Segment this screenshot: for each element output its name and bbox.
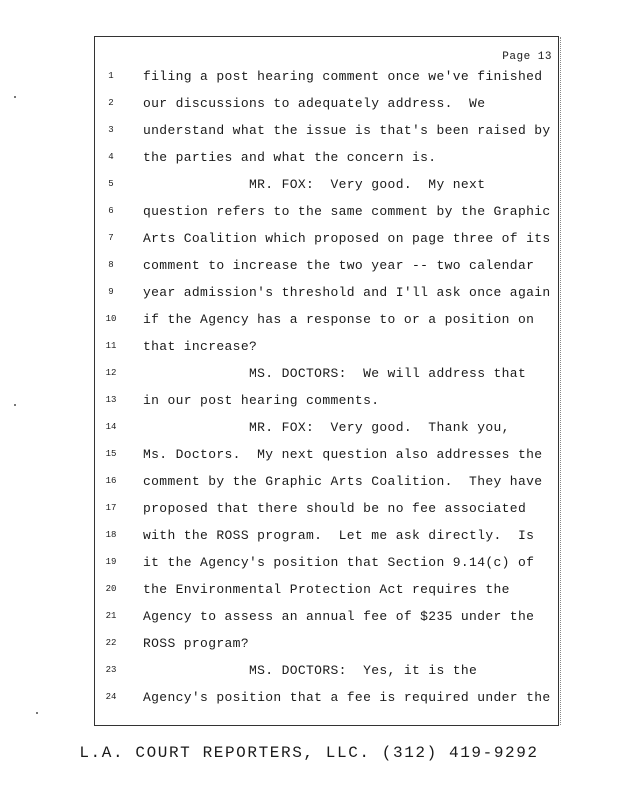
transcript-line <box>95 69 560 89</box>
line-number: 22 <box>105 638 117 648</box>
line-text: if the Agency has a response to or a position on <box>143 312 535 327</box>
line-number: 16 <box>105 476 117 486</box>
line-number: 12 <box>105 368 117 378</box>
line-number: 6 <box>108 206 114 216</box>
transcript-line <box>95 204 560 224</box>
transcript-line <box>95 636 560 656</box>
line-text: Agency to assess an annual fee of $235 under the <box>143 609 535 624</box>
line-text: MS. DOCTORS: We will address that <box>143 366 527 381</box>
scan-speck <box>36 712 38 714</box>
transcript-line <box>95 312 560 332</box>
line-number: 3 <box>108 125 114 135</box>
line-text: comment to increase the two year -- two calendar <box>143 258 535 273</box>
line-number: 19 <box>105 557 117 567</box>
transcript-line <box>95 231 560 251</box>
transcript-line <box>95 663 560 683</box>
line-text: MR. FOX: Very good. My next <box>143 177 486 192</box>
transcript-line <box>95 420 560 440</box>
transcript-line <box>95 609 560 629</box>
line-number: 1 <box>108 71 114 81</box>
transcript-page <box>94 36 559 726</box>
line-text: our discussions to adequately address. We <box>143 96 486 111</box>
line-text: Arts Coalition which proposed on page three of its <box>143 231 551 246</box>
page-number: Page 13 <box>502 51 552 63</box>
transcript-line <box>95 96 560 116</box>
line-number: 13 <box>105 395 117 405</box>
transcript-line <box>95 339 560 359</box>
line-number: 23 <box>105 665 117 675</box>
line-text: MR. FOX: Very good. Thank you, <box>143 420 510 435</box>
line-number: 11 <box>105 341 117 351</box>
line-text: that increase? <box>143 339 258 354</box>
transcript-line <box>95 366 560 386</box>
line-number: 18 <box>105 530 117 540</box>
transcript-line <box>95 582 560 602</box>
line-text: ROSS program? <box>143 636 249 651</box>
line-text: in our post hearing comments. <box>143 393 380 408</box>
line-text: proposed that there should be no fee associated <box>143 501 527 516</box>
line-number: 2 <box>108 98 114 108</box>
reporter-footer: L.A. COURT REPORTERS, LLC. (312) 419-9292 <box>79 744 539 762</box>
line-text: understand what the issue is that's been raised by <box>143 123 551 138</box>
transcript-line <box>95 393 560 413</box>
transcript-line <box>95 501 560 521</box>
line-number: 20 <box>105 584 117 594</box>
line-number: 14 <box>105 422 117 432</box>
line-number: 8 <box>108 260 114 270</box>
scan-speck <box>14 96 16 98</box>
line-text: with the ROSS program. Let me ask directly. Is <box>143 528 535 543</box>
transcript-line <box>95 258 560 278</box>
line-text: the Environmental Protection Act requires the <box>143 582 510 597</box>
transcript-line <box>95 177 560 197</box>
line-number: 4 <box>108 152 114 162</box>
transcript-line <box>95 123 560 143</box>
line-text: year admission's threshold and I'll ask once again <box>143 285 551 300</box>
line-text: Ms. Doctors. My next question also addresses the <box>143 447 543 462</box>
line-text: question refers to the same comment by the Graphic <box>143 204 551 219</box>
line-text: filing a post hearing comment once we've finished <box>143 69 543 84</box>
transcript-line <box>95 447 560 467</box>
line-text: the parties and what the concern is. <box>143 150 437 165</box>
transcript-line <box>95 150 560 170</box>
line-number: 10 <box>105 314 117 324</box>
transcript-line <box>95 474 560 494</box>
line-text: MS. DOCTORS: Yes, it is the <box>143 663 478 678</box>
transcript-line <box>95 528 560 548</box>
transcript-line <box>95 555 560 575</box>
transcript-line <box>95 690 560 710</box>
line-text: Agency's position that a fee is required under the <box>143 690 551 705</box>
line-number: 9 <box>108 287 114 297</box>
line-text: it the Agency's position that Section 9.14(c) of <box>143 555 535 570</box>
line-number: 17 <box>105 503 117 513</box>
line-number: 21 <box>105 611 117 621</box>
line-number: 7 <box>108 233 114 243</box>
line-text: comment by the Graphic Arts Coalition. They have <box>143 474 543 489</box>
line-number: 24 <box>105 692 117 702</box>
line-number: 5 <box>108 179 114 189</box>
transcript-line <box>95 285 560 305</box>
line-number: 15 <box>105 449 117 459</box>
scan-speck <box>14 404 16 406</box>
